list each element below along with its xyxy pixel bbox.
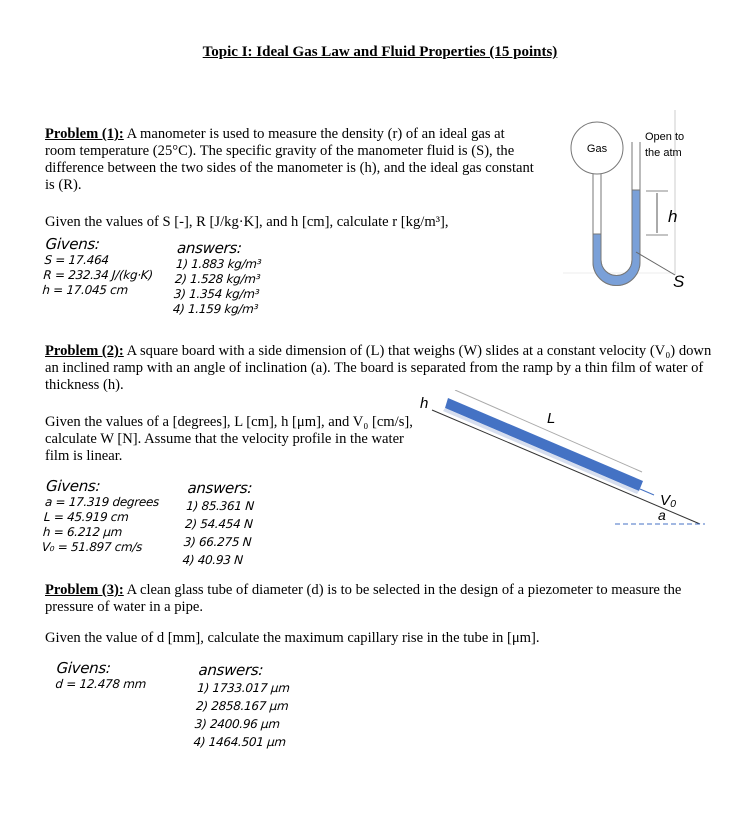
problem-1-answers (172, 240, 263, 317)
board (445, 398, 643, 491)
answers-heading: answers: (186, 479, 253, 497)
answer-option: 3) 66.275 N (183, 535, 252, 549)
problem-3-text: A clean glass tube of diameter (d) is to be selected in the design of a piezometer to measure the pressure of water in a pipe. (45, 582, 682, 615)
answer-option: 4) 1464.501 μm (193, 735, 287, 749)
given-value: a = 17.319 degrees (44, 495, 160, 509)
answer-option: 4) 1.159 kg/m³ (172, 302, 259, 316)
given-value: d = 12.478 mm (54, 677, 147, 691)
answer-option: 1) 1.883 kg/m³ (175, 257, 262, 271)
givens-heading: Givens: (55, 659, 112, 677)
v0-label: V₀ (660, 492, 677, 509)
problem-1-statement (45, 126, 535, 194)
h-label: h (668, 207, 678, 226)
L-label: L (547, 410, 556, 427)
problem-1-label: Problem (1): (45, 126, 124, 142)
open-label: Open to (645, 131, 685, 143)
problem-1-text: A manometer is used to measure the density (r) of an ideal gas at room temperature (25°C). The specific gravity of the manometer fluid is (S), the difference between the two sides of the manometer is (h), and the ideal gas constant is (R). (45, 126, 534, 193)
problem-3-given: Given the value of d [mm], calculate the maximum capillary rise in the tube in [μm]. (45, 630, 540, 646)
problem-3-label: Problem (3): (45, 582, 124, 598)
manometer-fluid (593, 190, 640, 286)
answer-option: 2) 1.528 kg/m³ (174, 272, 261, 286)
given-value: R = 232.34 J/(kg·K) (42, 268, 154, 282)
given-value: L = 45.919 cm (43, 510, 130, 524)
answer-option: 4) 40.93 N (182, 553, 244, 567)
answer-option: 2) 54.454 N (184, 517, 254, 531)
given-value: h = 17.045 cm (41, 283, 129, 297)
problem-3-answers (193, 662, 292, 751)
problem-1-given: Given the values of S [-], R [J/kg·K], and h [cm], calculate r [kg/m³], (45, 214, 449, 230)
answer-option: 1) 85.361 N (185, 499, 255, 513)
manometer-diagram (540, 110, 730, 290)
answers-heading: answers: (197, 661, 264, 679)
h-label: h (420, 395, 429, 412)
angle-label: a (658, 507, 666, 523)
answer-option: 3) 1.354 kg/m³ (173, 287, 260, 301)
s-label: S (673, 272, 685, 290)
problem-2-answers (182, 480, 256, 569)
given-value: S = 17.464 (44, 253, 110, 267)
open-label-2: the atm (645, 147, 682, 159)
givens-heading: Givens: (45, 477, 101, 495)
given-value: V₀ = 51.897 cm/s (41, 540, 143, 554)
inclined-ramp-diagram (410, 390, 730, 530)
answers-heading: answers: (176, 239, 243, 257)
gas-label: Gas (586, 143, 608, 155)
problem-3-givens (55, 660, 148, 692)
problem-2-statement (45, 343, 725, 394)
given-value: h = 6.212 μm (42, 525, 123, 539)
problem-2-givens (41, 478, 160, 555)
givens-heading: Givens: (44, 235, 101, 253)
problem-2-given: Given the values of a [degrees], L [cm], h [μm], and V₀ [cm/s], calculate W [N]. Assume that the velocity profile in the water film is linear. (45, 414, 413, 464)
document-title: Topic I: Ideal Gas Law and Fluid Properties (15 points) (202, 44, 558, 60)
problem-3-statement (45, 582, 725, 616)
problem-2-text: A square board with a side dimension of (L) that weighs (W) slides at a constant velocity (V₀) down an inclined ramp with an angle of inclination (a). The board is separated from the ramp by a thin film of water of thickness (h). (45, 343, 712, 393)
answer-option: 1) 1733.017 μm (196, 681, 291, 695)
answer-option: 2) 2858.167 μm (195, 699, 289, 713)
problem-1-givens (42, 236, 156, 298)
problem-2-label: Problem (2): (45, 343, 124, 359)
answer-option: 3) 2400.96 μm (194, 717, 281, 731)
